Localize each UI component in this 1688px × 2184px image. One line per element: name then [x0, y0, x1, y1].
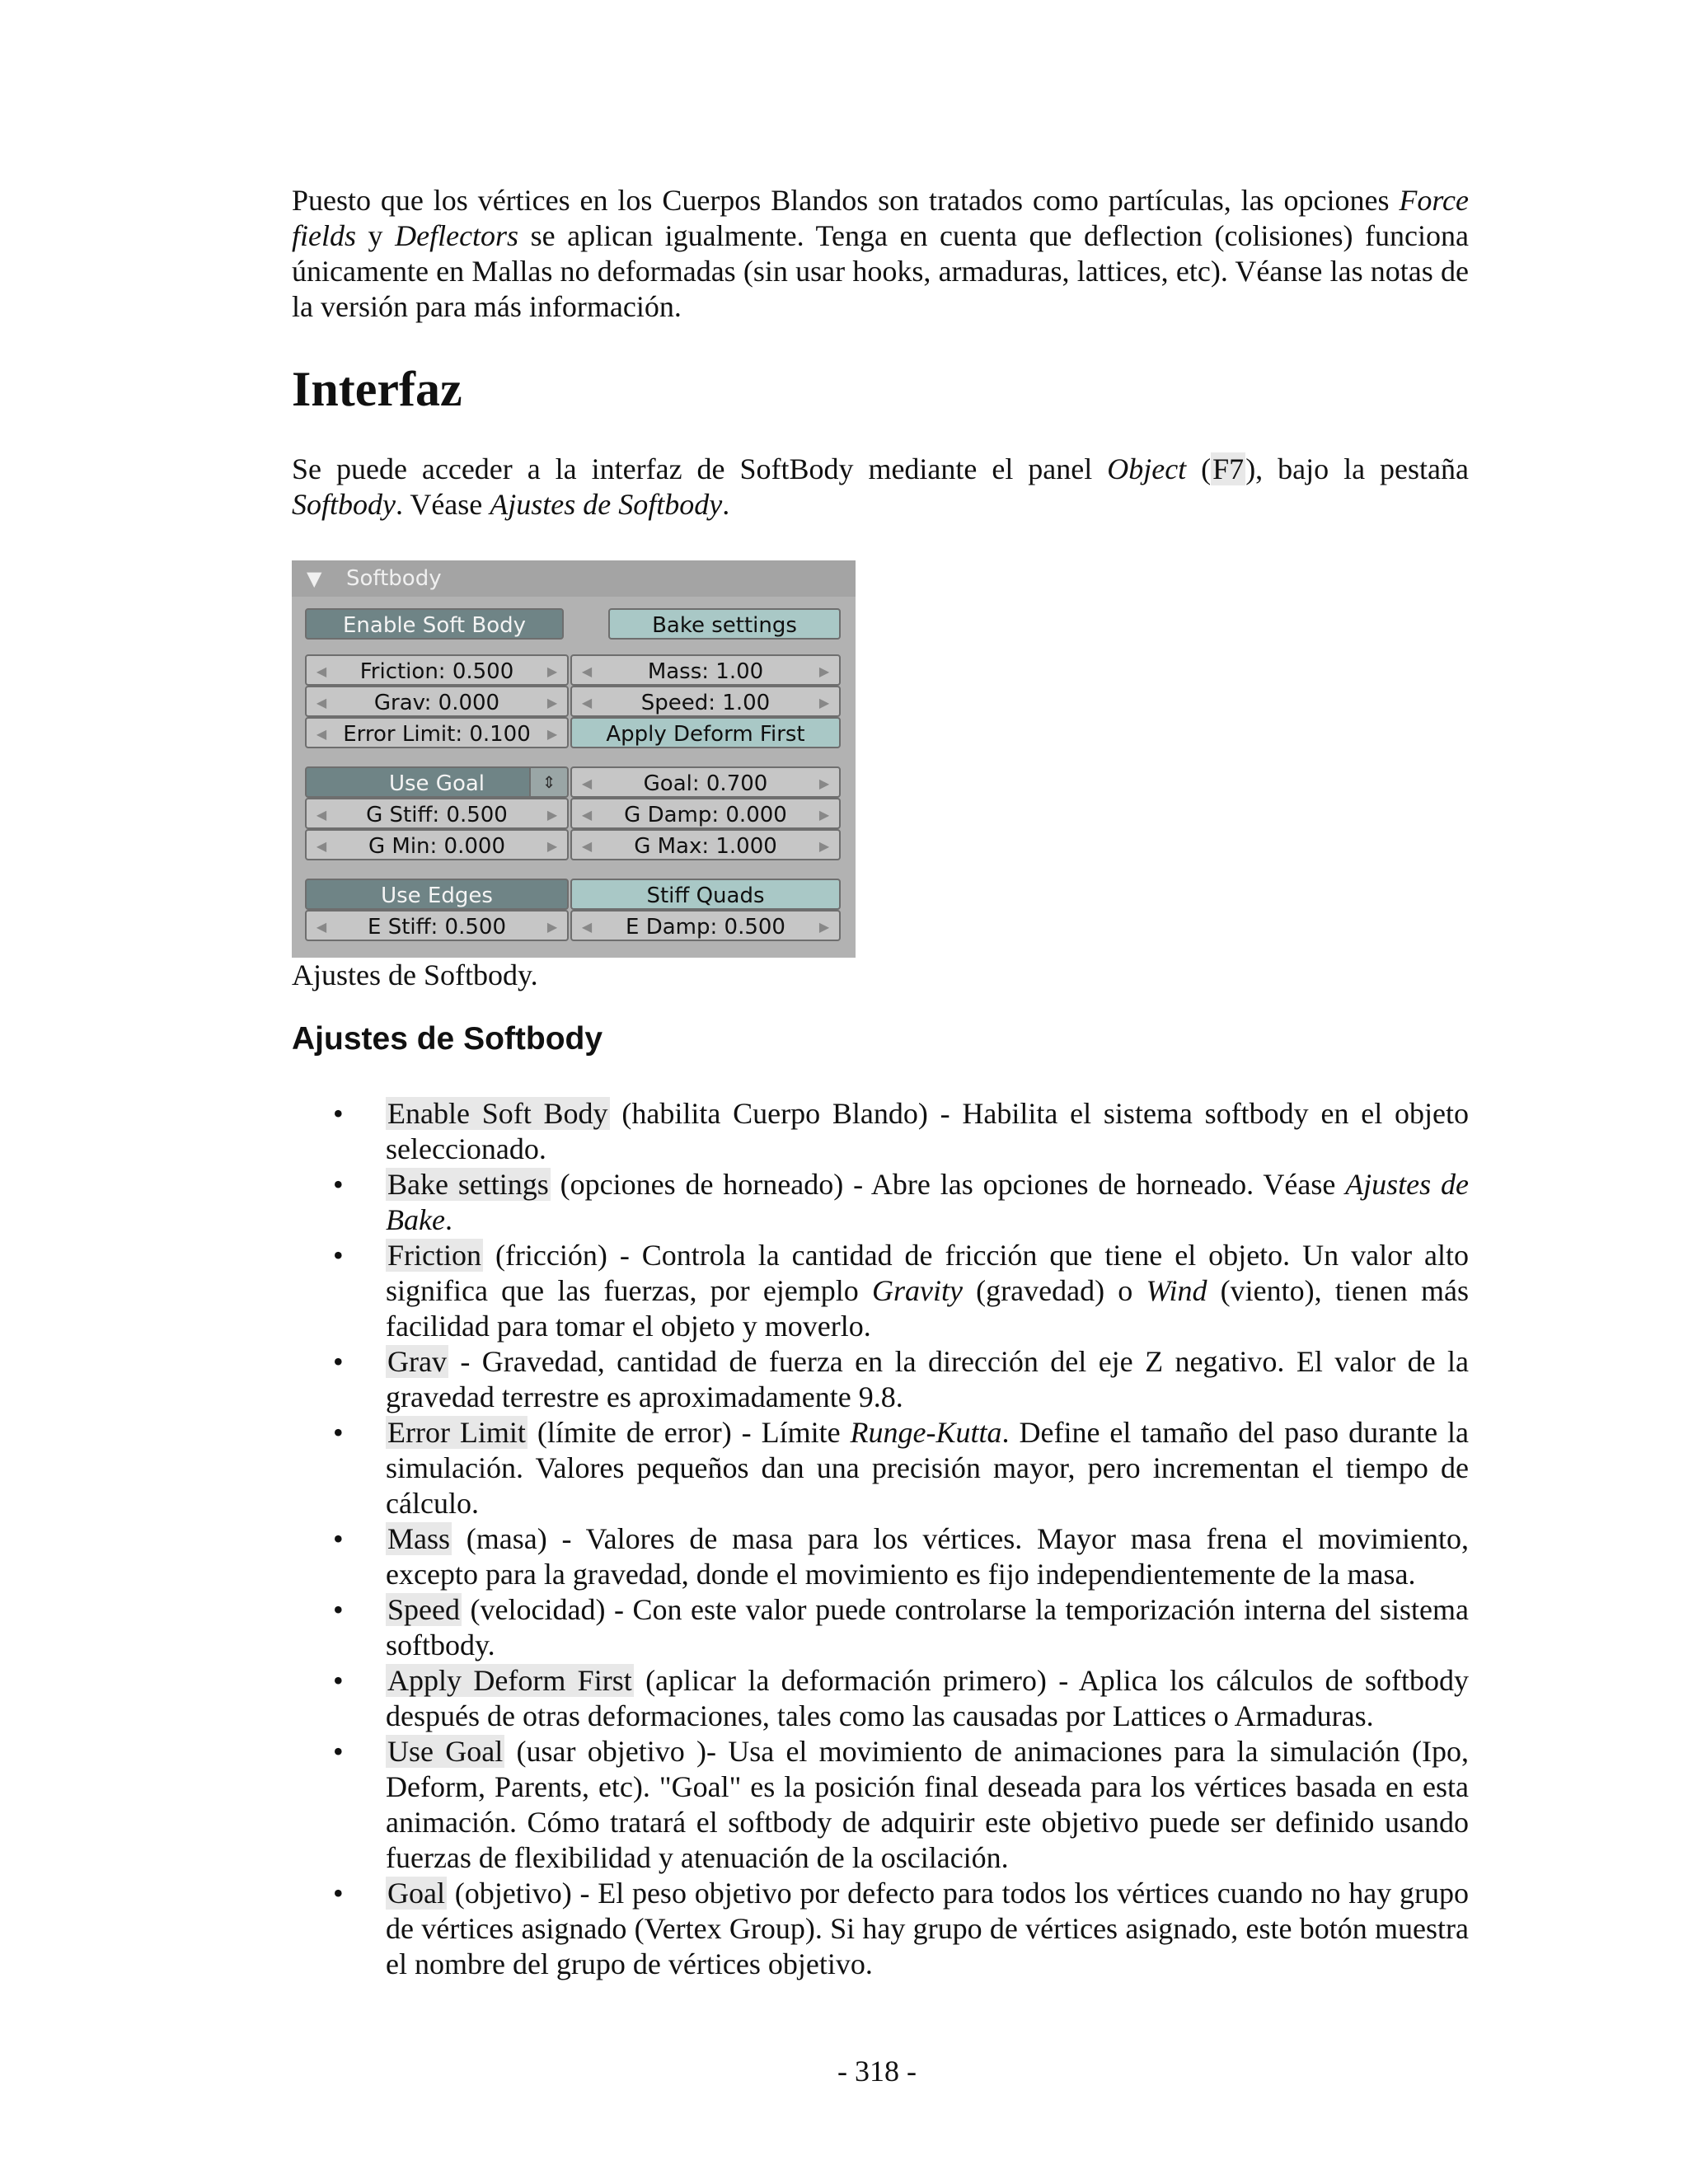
- softbody-panel: [292, 560, 856, 958]
- bullet-icon: •: [333, 1877, 344, 1910]
- increment-arrow-icon[interactable]: ▶: [818, 919, 830, 935]
- item-term: Use Goal: [387, 1735, 504, 1768]
- page-number: - 318 -: [837, 2055, 917, 2088]
- speed-value: Speed: 1.00: [640, 691, 771, 715]
- bullet-icon: •: [333, 1735, 344, 1768]
- item-term: Speed: [387, 1593, 460, 1626]
- e-damp-field[interactable]: [570, 910, 841, 941]
- list-item: [292, 1592, 1469, 1663]
- apply-deform-first-label: Apply Deform First: [606, 722, 805, 747]
- bullet-icon: •: [333, 1168, 344, 1201]
- list-item: [292, 1238, 1469, 1344]
- use-goal-label: Use Goal: [388, 771, 485, 796]
- list-item: [292, 1096, 1469, 1167]
- item-text: (aplicar la deformación primero) - Aplica los cálculos de softbody después de otras deformaciones, tales como las causadas por Lattices o Armaduras.: [386, 1664, 1469, 1732]
- increment-arrow-icon[interactable]: ▶: [546, 663, 558, 679]
- decrement-arrow-icon[interactable]: ◀: [581, 919, 593, 935]
- mass-value: Mass: 1.00: [647, 659, 764, 684]
- access-text: .: [722, 488, 730, 521]
- g-stiff-value: G Stiff: 0.500: [366, 803, 508, 827]
- section-heading: Interfaz: [292, 362, 462, 416]
- e-stiff-field[interactable]: [305, 910, 569, 941]
- item-term: Grav: [387, 1345, 447, 1378]
- bake-settings-label: Bake settings: [652, 613, 797, 638]
- figure-caption: Ajustes de Softbody.: [292, 958, 538, 991]
- item-term: Error Limit: [387, 1416, 526, 1449]
- decrement-arrow-icon[interactable]: ◀: [316, 663, 327, 679]
- stiff-quads-toggle[interactable]: [570, 879, 841, 910]
- bullet-icon: •: [333, 1097, 344, 1130]
- item-text: (usar objetivo )- Usa el movimiento de animaciones para la simulación (Ipo, Deform, Parents, etc). "Goal" es la posición final deseada para los vértices basada en esta animación. Cómo tratará el softbody de adquirir este objetivo puede ser definido usando fuerzas de flexibilidad y atenuación de la oscilación.: [386, 1735, 1470, 1874]
- item-italic: Ajustes de Bake: [386, 1168, 1469, 1236]
- increment-arrow-icon[interactable]: ▶: [546, 838, 558, 854]
- panel-header[interactable]: [292, 560, 856, 597]
- e-damp-value: E Damp: 0.500: [626, 915, 785, 940]
- decrement-arrow-icon[interactable]: ◀: [581, 663, 593, 679]
- decrement-arrow-icon[interactable]: ◀: [316, 919, 327, 935]
- bullet-icon: •: [333, 1239, 344, 1272]
- item-term: Goal: [387, 1877, 445, 1910]
- item-term: Apply Deform First: [387, 1664, 632, 1697]
- decrement-arrow-icon[interactable]: ◀: [581, 695, 593, 710]
- enable-soft-body-label: Enable Soft Body: [342, 613, 527, 638]
- friction-value: Friction: 0.500: [359, 659, 514, 684]
- object-panel-term: Object: [1107, 452, 1187, 485]
- bullet-icon: •: [333, 1345, 344, 1378]
- item-term: Mass: [387, 1522, 451, 1555]
- list-item: [292, 1521, 1469, 1592]
- bullet-icon: •: [333, 1522, 344, 1555]
- spinner-icon[interactable]: ⇕: [529, 768, 567, 796]
- increment-arrow-icon[interactable]: ▶: [818, 838, 830, 854]
- list-item: [292, 1344, 1469, 1415]
- speed-field[interactable]: [570, 686, 841, 717]
- intro-text: Puesto que los vértices en los Cuerpos Blandos son tratados como partículas, las opciones: [292, 184, 1400, 217]
- decrement-arrow-icon[interactable]: ◀: [316, 726, 327, 742]
- decrement-arrow-icon[interactable]: ◀: [316, 695, 327, 710]
- increment-arrow-icon[interactable]: ▶: [818, 695, 830, 710]
- stiff-quads-label: Stiff Quads: [646, 883, 765, 908]
- increment-arrow-icon[interactable]: ▶: [546, 919, 558, 935]
- grav-field[interactable]: [305, 686, 569, 717]
- list-item: [292, 1663, 1469, 1734]
- error-limit-value: Error Limit: 0.100: [343, 722, 531, 747]
- use-goal-toggle[interactable]: [305, 766, 569, 798]
- access-paragraph: [292, 452, 1469, 523]
- item-term: Friction: [387, 1239, 481, 1272]
- friction-field[interactable]: [305, 654, 569, 686]
- intro-text: se aplican igualmente. Tenga en cuenta que deflection (colisiones) funciona únicamente en Mallas no deformadas (sin usar hooks, armaduras, lattices, etc). Véanse las notas de la versión para más información.: [292, 219, 1469, 323]
- mass-field[interactable]: [570, 654, 841, 686]
- list-item: [292, 1876, 1469, 1982]
- item-italic: Runge-Kutta: [850, 1416, 1002, 1449]
- increment-arrow-icon[interactable]: ▶: [546, 807, 558, 823]
- decrement-arrow-icon[interactable]: ◀: [581, 807, 593, 823]
- settings-list: [292, 1096, 1469, 1982]
- list-item: [292, 1167, 1469, 1238]
- item-text: (límite de error) - Límite: [527, 1416, 851, 1449]
- bullet-icon: •: [333, 1664, 344, 1697]
- bullet-icon: •: [333, 1416, 344, 1449]
- item-text: - Gravedad, cantidad de fuerza en la dirección del eje Z negativo. El valor de la gravedad terrestre es aproximadamente 9.8.: [386, 1345, 1469, 1413]
- increment-arrow-icon[interactable]: ▶: [546, 726, 558, 742]
- access-text: (: [1186, 452, 1212, 485]
- item-italic: Gravity: [872, 1274, 963, 1307]
- g-damp-field[interactable]: [570, 798, 841, 829]
- decrement-arrow-icon[interactable]: ◀: [316, 838, 327, 854]
- increment-arrow-icon[interactable]: ▶: [546, 695, 558, 710]
- list-item: [292, 1415, 1469, 1521]
- item-text: (masa) - Valores de masa para los vértices. Mayor masa frena el movimiento, excepto para la gravedad, donde el movimiento es fijo independientemente de la masa.: [386, 1522, 1469, 1591]
- collapse-triangle-icon[interactable]: ▼: [307, 567, 322, 590]
- item-term: Enable Soft Body: [387, 1097, 608, 1130]
- item-text: (opciones de horneado) - Abre las opciones de horneado. Véase: [550, 1168, 1346, 1201]
- panel-title: Softbody: [346, 566, 442, 591]
- g-min-value: G Min: 0.000: [368, 834, 505, 859]
- item-text: .: [444, 1203, 452, 1236]
- item-italic: Wind: [1146, 1274, 1207, 1307]
- decrement-arrow-icon[interactable]: ◀: [316, 807, 327, 823]
- bullet-icon: •: [333, 1593, 344, 1626]
- item-term: Bake settings: [387, 1168, 549, 1201]
- use-edges-toggle[interactable]: [305, 879, 569, 910]
- item-text: (velocidad) - Con este valor puede controlarse la temporización interna del sistema softbody.: [386, 1593, 1469, 1661]
- access-text: Se puede acceder a la interfaz de SoftBody mediante el panel: [292, 452, 1108, 485]
- g-max-value: G Max: 1.000: [634, 834, 777, 859]
- e-stiff-value: E Stiff: 0.500: [368, 915, 506, 940]
- g-damp-value: G Damp: 0.000: [624, 803, 787, 827]
- access-text: . Véase: [395, 488, 490, 521]
- increment-arrow-icon[interactable]: ▶: [818, 663, 830, 679]
- item-text: . Define el tamaño del paso durante la simulación. Valores pequeños dan una precisión mayor, pero incrementan el tiempo de cálculo.: [386, 1416, 1470, 1520]
- item-text: (gravedad) o: [962, 1274, 1146, 1307]
- g-stiff-field[interactable]: [305, 798, 569, 829]
- decrement-arrow-icon[interactable]: ◀: [581, 838, 593, 854]
- item-text: (fricción) - Controla la cantidad de fricción que tiene el objeto. Un valor alto significa que las fuerzas, por ejemplo: [386, 1239, 1469, 1307]
- use-edges-label: Use Edges: [381, 883, 493, 908]
- intro-text: y: [356, 219, 396, 252]
- softbody-tab-term: Softbody: [292, 488, 396, 521]
- decrement-arrow-icon[interactable]: ◀: [581, 776, 593, 791]
- increment-arrow-icon[interactable]: ▶: [818, 807, 830, 823]
- access-text: ), bajo la pestaña: [1245, 452, 1469, 485]
- f7-key: F7: [1212, 452, 1245, 485]
- bake-settings-button[interactable]: [608, 608, 841, 640]
- deflectors-term: Deflectors: [395, 219, 519, 252]
- grav-value: Grav: 0.000: [373, 691, 500, 715]
- apply-deform-first-toggle[interactable]: [570, 717, 841, 748]
- force-fields-term: Force fields: [292, 184, 1469, 252]
- increment-arrow-icon[interactable]: ▶: [818, 776, 830, 791]
- item-text: (viento), tienen más facilidad para tomar el objeto y moverlo.: [386, 1274, 1469, 1343]
- enable-soft-body-button[interactable]: [305, 608, 564, 640]
- softbody-settings-link[interactable]: Ajustes de Softbody: [490, 488, 723, 521]
- list-item: [292, 1734, 1469, 1876]
- g-max-field[interactable]: [570, 829, 841, 860]
- item-text: (objetivo) - El peso objetivo por defecto para todos los vértices cuando no hay grupo de vértices asignado (Vertex Group). Si hay grupo de vértices asignado, este botón muestra el nombre del grupo de vértices objetivo.: [386, 1877, 1469, 1980]
- goal-field[interactable]: [570, 766, 841, 798]
- g-min-field[interactable]: [305, 829, 569, 860]
- goal-value: Goal: 0.700: [643, 771, 768, 796]
- subsection-heading: Ajustes de Softbody: [292, 1021, 603, 1057]
- error-limit-field[interactable]: [305, 717, 569, 748]
- intro-paragraph: [292, 183, 1469, 325]
- item-text: (habilita Cuerpo Blando) - Habilita el sistema softbody en el objeto seleccionado.: [386, 1097, 1469, 1165]
